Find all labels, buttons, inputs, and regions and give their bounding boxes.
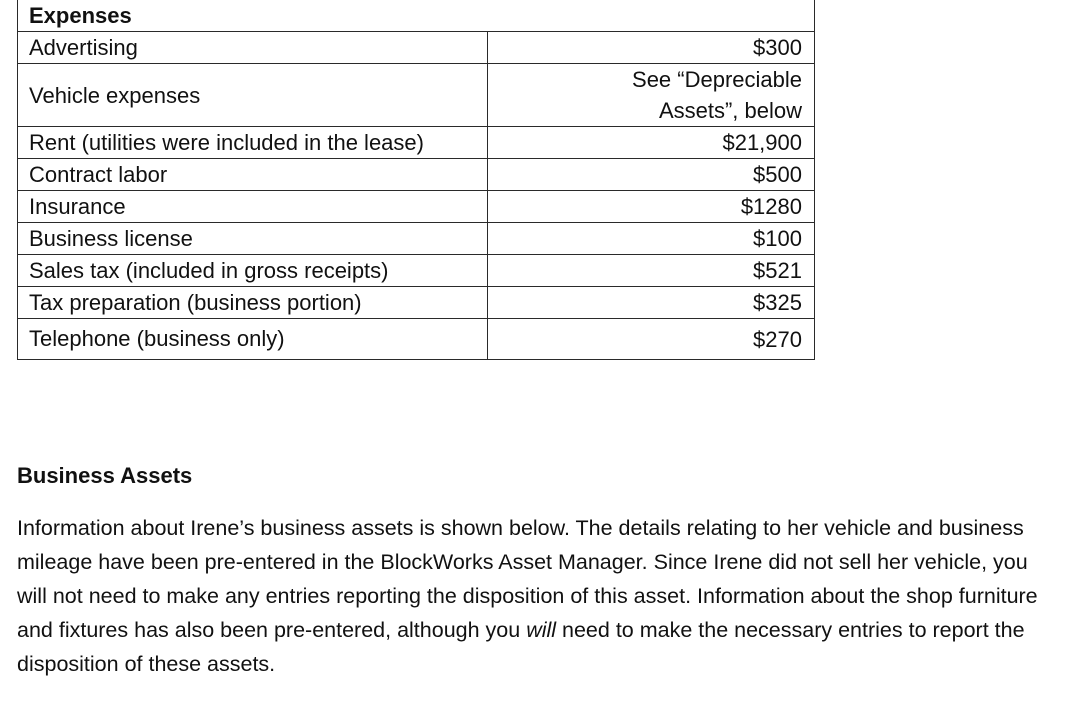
expense-label: Insurance <box>18 191 488 223</box>
expense-amount: $100 <box>488 223 815 255</box>
expense-label: Business license <box>18 223 488 255</box>
expense-amount: $21,900 <box>488 127 815 159</box>
expenses-table <box>17 0 815 360</box>
expense-amount: $1280 <box>488 191 815 223</box>
table-row <box>18 223 815 255</box>
table-row <box>18 159 815 191</box>
expense-label: Vehicle expenses <box>18 64 488 127</box>
expense-label: Contract labor <box>18 159 488 191</box>
table-row <box>18 127 815 159</box>
section-title: Business Assets <box>17 463 193 488</box>
expense-amount: $500 <box>488 159 815 191</box>
table-row <box>18 64 815 127</box>
expense-label: Tax preparation (business portion) <box>18 287 488 319</box>
expense-label: Rent (utilities were included in the lease) <box>18 127 488 159</box>
expenses-header-row <box>18 0 815 32</box>
expense-amount: $521 <box>488 255 815 287</box>
table-row <box>18 191 815 223</box>
expense-amount: See “Depreciable Assets”, below <box>488 64 815 127</box>
paragraph-text: need to make the necessary entries to report the disposition of these assets. <box>17 618 1025 676</box>
expense-label: Sales tax (included in gross receipts) <box>18 255 488 287</box>
table-row <box>18 319 815 360</box>
table-row <box>18 255 815 287</box>
table-row <box>18 32 815 64</box>
paragraph-text: Information about Irene’s business assets is shown below. The details relating to her vehicle and business mileage have been pre-entered in the BlockWorks Asset Manager. Since Irene did not sell her vehicle, you will not need to make any entries reporting the disposition of this asset. Information about the shop furniture and fixtures has also been pre-entered, although you <box>17 516 1038 642</box>
table-row <box>18 287 815 319</box>
expense-label: Telephone (business only) <box>18 319 488 360</box>
expense-amount: $270 <box>488 319 815 360</box>
expense-amount: $325 <box>488 287 815 319</box>
expenses-title: Expenses <box>18 0 815 32</box>
paragraph-emphasis: will <box>526 618 557 642</box>
expense-amount: $300 <box>488 32 815 64</box>
expense-label: Advertising <box>18 32 488 64</box>
business-assets-paragraph <box>17 511 1047 681</box>
